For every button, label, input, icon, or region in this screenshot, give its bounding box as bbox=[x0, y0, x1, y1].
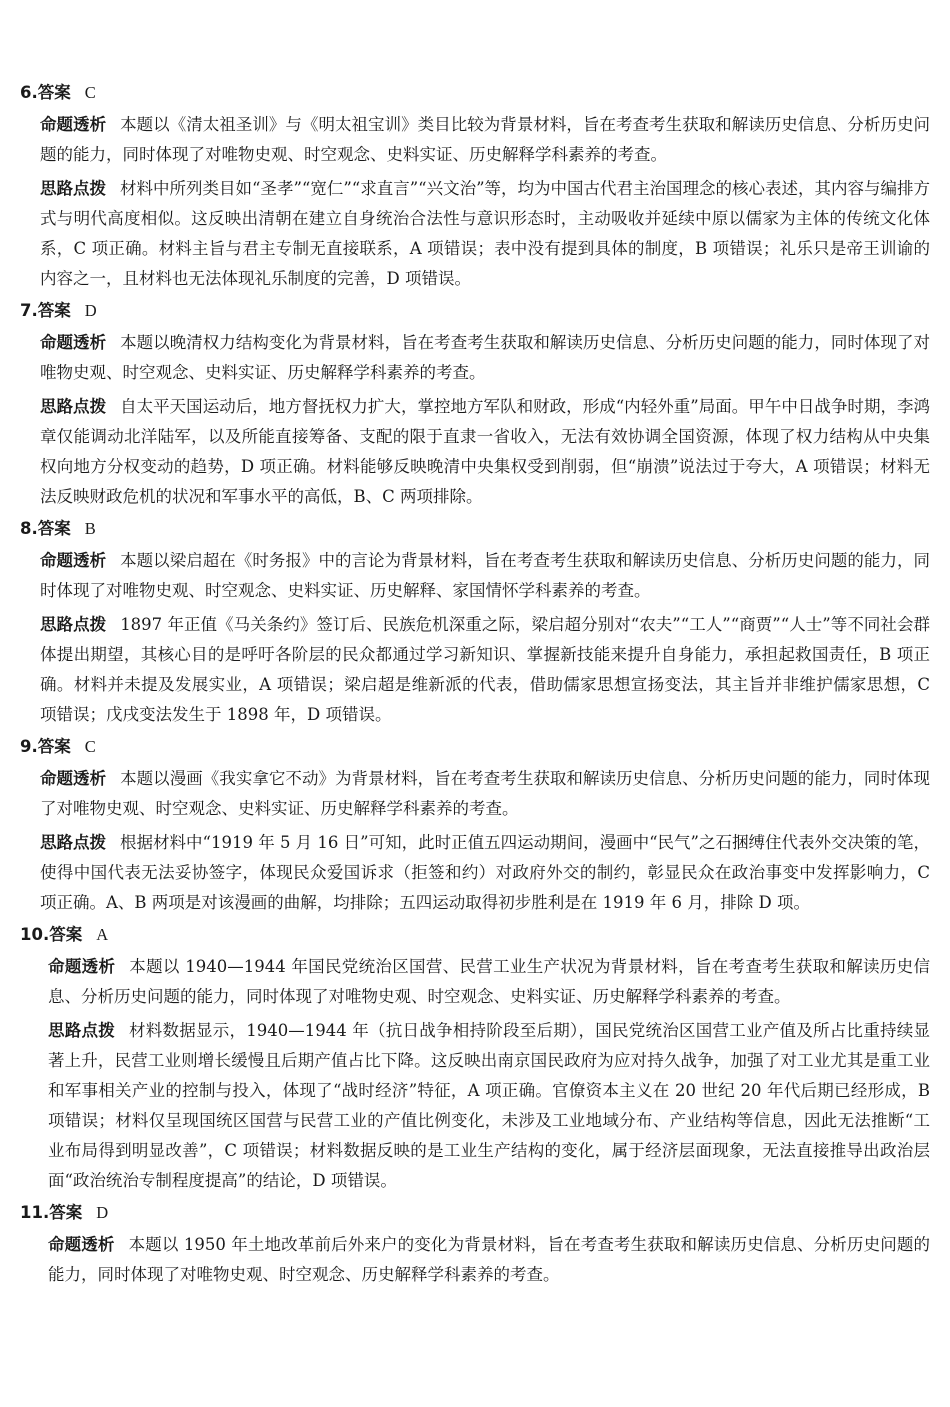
intent-text: 本题以 1950 年土地改革前后外来户的变化为背景材料，旨在考查考生获取和解读历史信息、分析历史问题的能力，同时体现了对唯物史观、时空观念、历史解释学科素养的考查。 bbox=[48, 1235, 930, 1284]
question-number: 9. bbox=[20, 737, 38, 756]
answer-label: 答案 bbox=[37, 301, 71, 320]
question-number: 10. bbox=[20, 925, 50, 944]
intent-paragraph bbox=[20, 546, 930, 606]
question-number: 7. bbox=[20, 301, 38, 320]
hint-paragraph bbox=[20, 610, 930, 730]
answer-line bbox=[20, 516, 930, 542]
intent-paragraph bbox=[20, 952, 930, 1012]
answer-line bbox=[20, 734, 930, 760]
answer-value: C bbox=[84, 83, 96, 102]
answer-line bbox=[20, 298, 930, 324]
question-8 bbox=[20, 516, 930, 730]
answer-label: 答案 bbox=[37, 737, 71, 756]
answer-label: 答案 bbox=[49, 925, 83, 944]
intent-label: 命题透析 bbox=[48, 957, 116, 976]
answer-line bbox=[20, 922, 930, 948]
intent-label: 命题透析 bbox=[40, 115, 107, 134]
intent-text: 本题以晚清权力结构变化为背景材料，旨在考查考生获取和解读历史信息、分析历史问题的能力，同时体现了对唯物史观、时空观念、史料实证、历史解释学科素养的考查。 bbox=[40, 333, 931, 382]
answer-line bbox=[20, 80, 930, 106]
hint-label: 思路点拨 bbox=[40, 615, 107, 634]
question-6 bbox=[20, 80, 930, 294]
answer-value: B bbox=[84, 519, 96, 538]
intent-text: 本题以梁启超在《时务报》中的言论为背景材料，旨在考查考生获取和解读历史信息、分析历史问题的能力，同时体现了对唯物史观、时空观念、史料实证、历史解释、家国情怀学科素养的考查。 bbox=[40, 551, 931, 600]
hint-text: 根据材料中“1919 年 5 月 16 日”可知，此时正值五四运动期间，漫画中“民气”之石捆缚住代表外交决策的笔，使得中国代表无法妥协签字，体现民众爱国诉求（拒签和约）对政府外交的制约，彰显民众在政治事变中发挥影响力，C 项正确。A、B 两项是对该漫画的曲解，均排除；五四运动取得初步胜利是在 1919 年 6 月，排除 D 项。 bbox=[40, 833, 931, 912]
intent-label: 命题透析 bbox=[40, 333, 107, 352]
hint-text: 材料中所列类目如“圣孝”“宽仁”“求直言”“兴文治”等，均为中国古代君主治国理念的核心表述，其内容与编排方式与明代高度相似。这反映出清朝在建立自身统治合法性与意识形态时，主动吸收并延续中原以儒家为主体的传统文化体系，C 项正确。材料主旨与君主专制无直接联系，A 项错误；表中没有提到具体的制度，B 项错误；礼乐只是帝王训谕的内容之一，且材料也无法体现礼乐制度的完善，D 项错误。 bbox=[40, 179, 931, 288]
hint-text: 自太平天国运动后，地方督抚权力扩大，掌控地方军队和财政，形成“内轻外重”局面。甲午中日战争时期，李鸿章仅能调动北洋陆军，以及所能直接筹备、支配的限于直隶一省收入，无法有效协调全国资源，体现了权力结构从中央集权向地方分权变动的趋势，D 项正确。材料能够反映晚清中央集权受到削弱，但“崩溃”说法过于夸大，A 项错误；材料无法反映财政危机的状况和军事水平的高低，B、C 两项排除。 bbox=[40, 397, 931, 506]
intent-text: 本题以漫画《我实拿它不动》为背景材料，旨在考查考生获取和解读历史信息、分析历史问题的能力，同时体现了对唯物史观、时空观念、史料实证、历史解释学科素养的考查。 bbox=[40, 769, 931, 818]
intent-label: 命题透析 bbox=[40, 769, 107, 788]
intent-paragraph bbox=[20, 764, 930, 824]
intent-text: 本题以 1940—1944 年国民党统治区国营、民营工业生产状况为背景材料，旨在考查考生获取和解读历史信息、分析历史问题的能力，同时体现了对唯物史观、时空观念、史料实证、历史解释学科素养的考查。 bbox=[48, 957, 930, 1006]
intent-paragraph bbox=[20, 1230, 930, 1290]
question-7 bbox=[20, 298, 930, 512]
question-9 bbox=[20, 734, 930, 918]
question-number: 6. bbox=[20, 83, 38, 102]
hint-paragraph bbox=[20, 392, 930, 512]
question-10 bbox=[20, 922, 930, 1196]
answer-value: A bbox=[96, 925, 109, 944]
answer-value: D bbox=[84, 301, 97, 320]
hint-label: 思路点拨 bbox=[48, 1021, 116, 1040]
intent-label: 命题透析 bbox=[40, 551, 107, 570]
answer-label: 答案 bbox=[37, 83, 71, 102]
hint-paragraph bbox=[20, 174, 930, 294]
hint-paragraph bbox=[20, 1016, 930, 1196]
intent-paragraph bbox=[20, 110, 930, 170]
hint-label: 思路点拨 bbox=[40, 179, 107, 198]
hint-paragraph bbox=[20, 828, 930, 918]
hint-label: 思路点拨 bbox=[40, 833, 107, 852]
answer-value: C bbox=[84, 737, 96, 756]
question-number: 11. bbox=[20, 1203, 50, 1222]
intent-text: 本题以《清太祖圣训》与《明太祖宝训》类目比较为背景材料，旨在考查考生获取和解读历史信息、分析历史问题的能力，同时体现了对唯物史观、时空观念、史料实证、历史解释学科素养的考查。 bbox=[40, 115, 931, 164]
answer-value: D bbox=[96, 1203, 109, 1222]
intent-paragraph bbox=[20, 328, 930, 388]
answer-line bbox=[20, 1200, 930, 1226]
hint-label: 思路点拨 bbox=[40, 397, 107, 416]
intent-label: 命题透析 bbox=[48, 1235, 115, 1254]
question-number: 8. bbox=[20, 519, 38, 538]
answer-label: 答案 bbox=[37, 519, 71, 538]
answer-label: 答案 bbox=[49, 1203, 83, 1222]
question-11 bbox=[20, 1200, 930, 1290]
hint-text: 1897 年正值《马关条约》签订后、民族危机深重之际，梁启超分别对“农夫”“工人”“商贾”“人士”等不同社会群体提出期望，其核心目的是呼吁各阶层的民众都通过学习新知识、掌握新技能来提升自身能力，承担起救国责任，B 项正确。材料并未提及发展实业，A 项错误；梁启超是维新派的代表，借助儒家思想宣扬变法，其主旨并非维护儒家思想，C 项错误；戊戌变法发生于 1898 年，D 项错误。 bbox=[40, 615, 931, 724]
hint-text: 材料数据显示，1940—1944 年（抗日战争相持阶段至后期），国民党统治区国营工业产值及所占比重持续显著上升，民营工业则增长缓慢且后期产值占比下降。这反映出南京国民政府为应对持久战争，加强了对工业尤其是重工业和军事相关产业的控制与投入，体现了“战时经济”特征，A 项正确。官僚资本主义在 20 世纪 20 年代后期已经形成，B 项错误；材料仅呈现国统区国营与民营工业的产值比例变化，未涉及工业地域分布、产业结构等信息，因此无法推断“工业布局得到明显改善”，C 项错误；材料数据反映的是工业生产结构的变化，属于经济层面现象，无法直接推导出政治层面“政治统治专制程度提高”的结论，D 项错误。 bbox=[48, 1021, 931, 1190]
